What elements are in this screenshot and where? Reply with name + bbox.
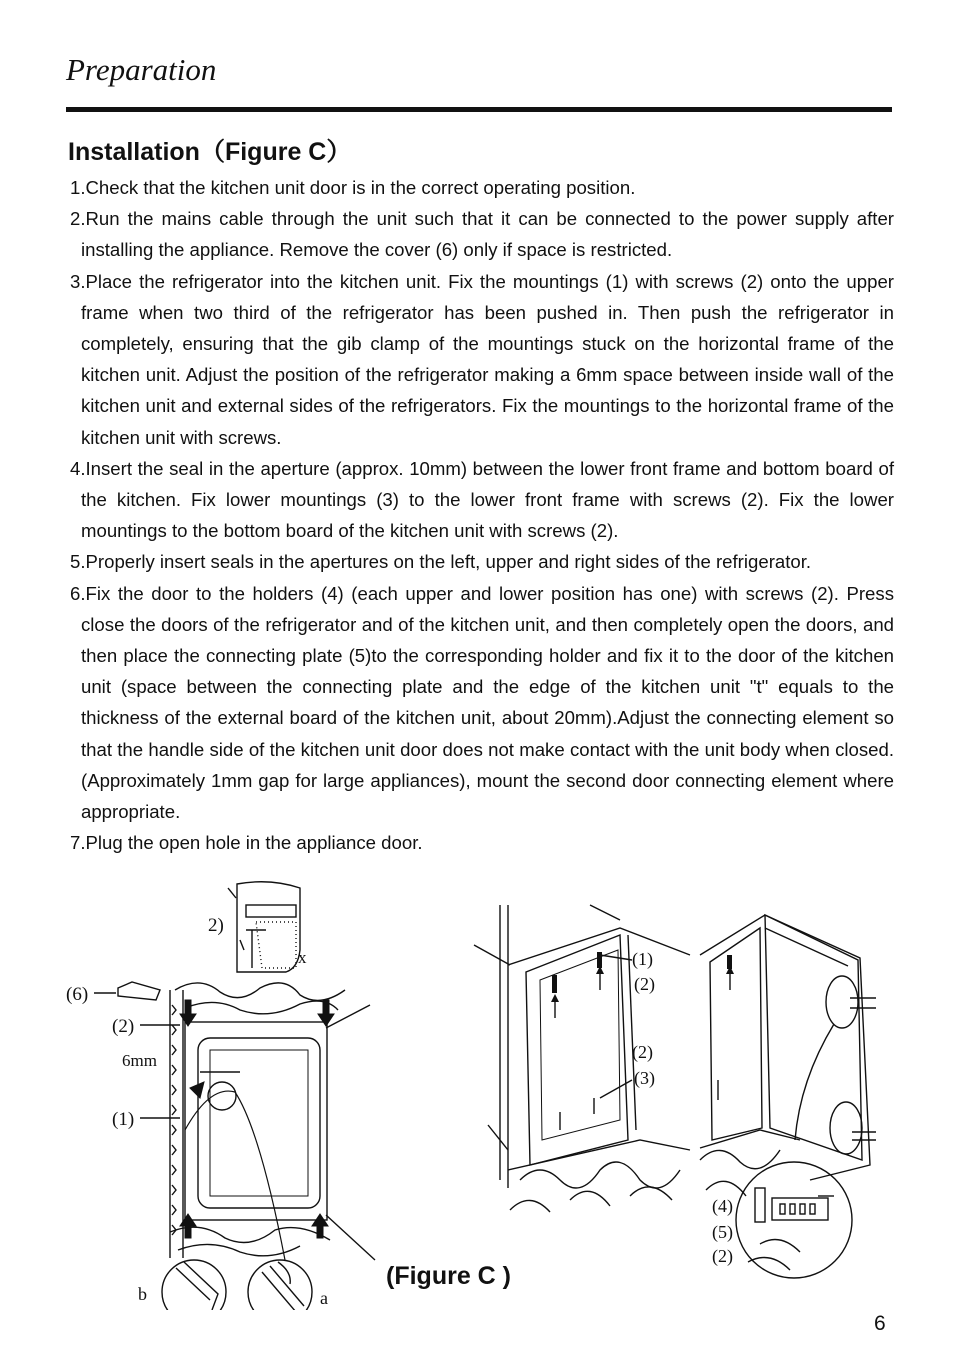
label-x: x: [298, 948, 307, 967]
section-heading: Installation（Figure C）: [68, 138, 352, 166]
label-gap: 6mm: [122, 1051, 157, 1070]
label-r-2: (2): [634, 974, 655, 994]
label-r-3: (2): [632, 1042, 653, 1062]
label-r-4: (3): [634, 1068, 655, 1088]
top-detail-inset: [228, 882, 300, 972]
instruction-step-2: 2.Run the mains cable through the unit such that it can be connected to the power supply after installing the appliance. Remove the cover (6) only if space is restricted.: [70, 208, 894, 261]
label-screw-top: 2): [208, 915, 224, 936]
kitchen-unit-door: [700, 915, 876, 1196]
seal-detail-a: [248, 1260, 312, 1310]
instruction-list: [70, 172, 894, 858]
label-screw: (2): [112, 1016, 135, 1037]
label-b: b: [138, 1284, 147, 1304]
instruction-step-7: 7.Plug the open hole in the appliance door.: [70, 832, 423, 854]
instruction-step-1: 1.Check that the kitchen unit door is in the correct operating position.: [70, 177, 636, 198]
instruction-step-5: 5.Properly insert seals in the apertures on the left, upper and right sides of the refrigerator.: [70, 551, 812, 573]
instruction-step-4: 4.Insert the seal in the aperture (approx. 10mm) between the lower front frame and bottom board of the kitchen. Fix lower mountings (3) to the lower front frame with screws (2). Fix the lower mountings to the bottom board of the kitchen unit with screws (2).: [70, 457, 894, 542]
label-r-5: (4): [712, 1196, 733, 1216]
label-a: a: [320, 1288, 328, 1308]
page-title: Preparation: [66, 52, 217, 87]
installation-diagram: [0, 870, 954, 1310]
label-r-7: (2): [712, 1246, 733, 1266]
instruction-step-6: 6.Fix the door to the holders (4) (each upper and lower position has one) with screws (2). Press close the doors of the refrigerator and of the kitchen unit, and then completely open the doors, and then place the connecting plate (5)to the corresponding holder and fix it to the door of the kitchen unit (space between the connecting plate and the edge of the kitchen unit "t" equals to the thickness of the external board of the kitchen unit, about 20mm).Adjust the connecting element so that the handle side of the kitchen unit door does not make contact with the unit body when closed. (Approximately 1mm gap for large appliances), mount the second door connecting element where appropriate.: [70, 582, 894, 823]
kitchen-unit-side: [170, 990, 183, 1258]
cover-part: [118, 982, 160, 1000]
refrigerator-body: [185, 1022, 327, 1220]
label-mounting: (1): [112, 1109, 135, 1130]
header-rule: [66, 107, 892, 112]
label-r-1: (1): [632, 949, 653, 969]
label-r-6: (5): [712, 1222, 733, 1242]
holder-detail-inset: [736, 1162, 852, 1278]
figure-caption: (Figure C ): [386, 1262, 511, 1290]
label-cover: (6): [66, 984, 89, 1005]
open-refrigerator-unit: [474, 905, 690, 1212]
page-number: 6: [874, 1312, 886, 1335]
instruction-step-3: 3.Place the refrigerator into the kitchen unit. Fix the mountings (1) with screws (2) onto the upper frame when two third of the refrigerator has been pushed in. Then push the refrigerator in completely, ensuring that the gib clamp of the mountings stuck on the horizontal frame of the kitchen unit. Adjust the position of the refrigerator making a 6mm space between inside wall of the kitchen unit and external sides of the refrigerators. Fix the mountings to the horizontal frame of the kitchen unit with screws.: [70, 270, 894, 448]
